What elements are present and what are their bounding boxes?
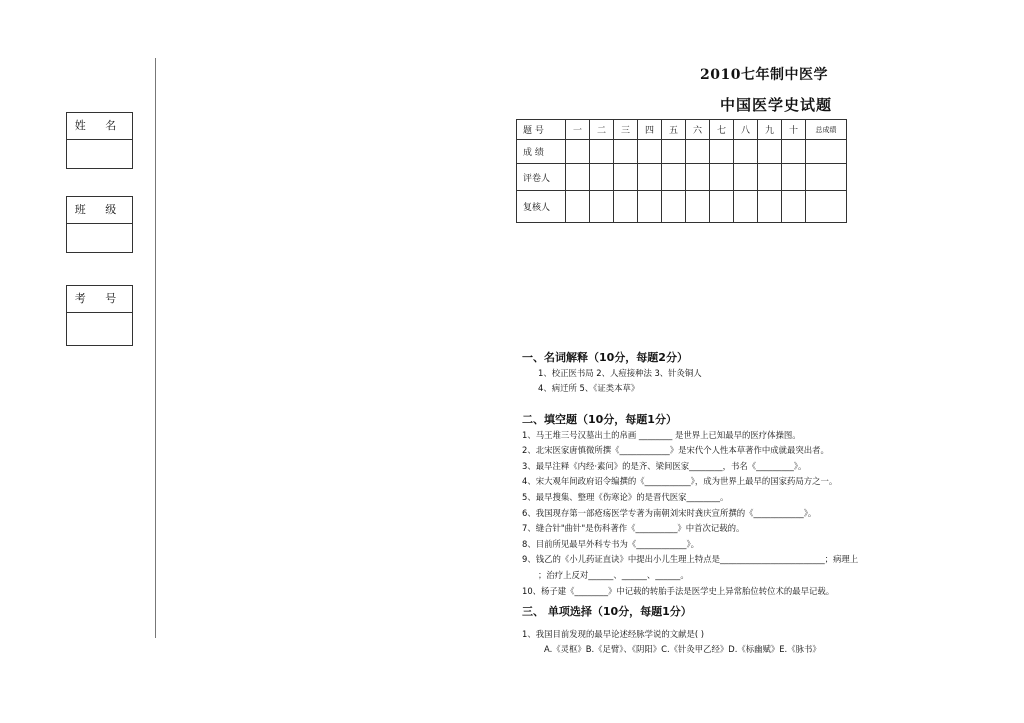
exam-no-box bbox=[66, 285, 133, 346]
score-table bbox=[516, 119, 847, 223]
class-label: 班 级 bbox=[67, 197, 132, 224]
grader-cell[interactable] bbox=[782, 164, 806, 191]
score-row bbox=[517, 140, 847, 164]
grader-cell[interactable] bbox=[686, 164, 710, 191]
choice-question: 1、我国目前发现的最早论述经脉学说的文献是( ) bbox=[522, 628, 705, 639]
section1-line: 1、校正医书局 2、人痘接种法 3、针灸铜人 bbox=[538, 367, 702, 378]
fill-question: 6、我国现存第一部疮疡医学专著为南朝刘宋时龚庆宣所撰的《____________》。 bbox=[522, 507, 817, 518]
score-cell[interactable] bbox=[758, 140, 782, 164]
score-cell[interactable] bbox=[686, 140, 710, 164]
row-header-score: 成 绩 bbox=[517, 140, 566, 164]
score-cell[interactable] bbox=[782, 140, 806, 164]
row-header-question-no: 题 号 bbox=[517, 120, 566, 140]
grader-cell[interactable] bbox=[734, 164, 758, 191]
class-field[interactable] bbox=[67, 224, 132, 252]
score-cell[interactable] bbox=[710, 140, 734, 164]
reviewer-cell[interactable] bbox=[638, 191, 662, 223]
fill-question: 3、最早注释《内经·素问》的是齐、梁间医家________，书名《_________》。 bbox=[522, 460, 807, 471]
fill-question: 1、马王堆三号汉墓出土的帛画 ________ 是世界上已知最早的医疗体操图。 bbox=[522, 429, 801, 440]
reviewer-row bbox=[517, 191, 847, 223]
fill-question: 2、北宋医家唐慎微所撰《____________》是宋代个人性本草著作中成就最突出者。 bbox=[522, 445, 829, 456]
score-cell[interactable] bbox=[806, 140, 847, 164]
row-header-grader: 评卷人 bbox=[517, 164, 566, 191]
grader-cell[interactable] bbox=[614, 164, 638, 191]
reviewer-cell[interactable] bbox=[566, 191, 590, 223]
reviewer-cell[interactable] bbox=[806, 191, 847, 223]
reviewer-cell[interactable] bbox=[614, 191, 638, 223]
grader-cell[interactable] bbox=[806, 164, 847, 191]
section1-heading: 一、名词解释（10分，每题2分） bbox=[522, 351, 688, 364]
col-header: 六 bbox=[686, 120, 710, 140]
reviewer-cell[interactable] bbox=[758, 191, 782, 223]
class-box bbox=[66, 196, 133, 253]
grader-cell[interactable] bbox=[758, 164, 782, 191]
fill-question: 7、缝合针"曲针"是伤科著作《__________》中首次记载的。 bbox=[522, 523, 745, 534]
fill-question: 4、宋大观年间政府诏令编撰的《___________》，成为世界上最早的国家药局方之一。 bbox=[522, 476, 838, 487]
grader-cell[interactable] bbox=[710, 164, 734, 191]
reviewer-cell[interactable] bbox=[662, 191, 686, 223]
score-cell[interactable] bbox=[614, 140, 638, 164]
col-header: 一 bbox=[566, 120, 590, 140]
reviewer-cell[interactable] bbox=[734, 191, 758, 223]
fill-question: 10、杨子建《________》中记载的转胎手法是医学史上异常胎位转位术的最早记载。 bbox=[522, 585, 835, 596]
score-cell[interactable] bbox=[638, 140, 662, 164]
fill-question: 8、目前所见最早外科专书为《____________》。 bbox=[522, 538, 700, 549]
exam-no-label: 考 号 bbox=[67, 286, 132, 313]
col-header: 七 bbox=[710, 120, 734, 140]
reviewer-cell[interactable] bbox=[710, 191, 734, 223]
fill-question: 5、最早搜集、整理《伤寒论》的是晋代医家________。 bbox=[522, 491, 729, 502]
col-header-total: 总成绩 bbox=[806, 120, 847, 140]
score-cell[interactable] bbox=[662, 140, 686, 164]
score-cell[interactable] bbox=[566, 140, 590, 164]
reviewer-cell[interactable] bbox=[782, 191, 806, 223]
exam-title-line1: 2010七年制中医学 bbox=[700, 67, 828, 83]
section-single-choice bbox=[522, 604, 962, 658]
col-header: 八 bbox=[734, 120, 758, 140]
choice-options: A.《灵枢》B.《足臂》、《阴阳》C.《针灸甲乙经》D.《标幽赋》E.《脉书》 bbox=[544, 644, 821, 655]
name-box bbox=[66, 112, 133, 169]
col-header: 四 bbox=[638, 120, 662, 140]
score-cell[interactable] bbox=[734, 140, 758, 164]
section1-line: 4、病迁所 5、《证类本草》 bbox=[538, 383, 640, 394]
col-header: 二 bbox=[590, 120, 614, 140]
section3-heading: 三、 单项选择（10分，每题1分） bbox=[522, 605, 692, 618]
name-label: 姓 名 bbox=[67, 113, 132, 140]
name-field[interactable] bbox=[67, 140, 132, 168]
section-term-explanation bbox=[522, 350, 962, 397]
grader-row bbox=[517, 164, 847, 191]
grader-cell[interactable] bbox=[566, 164, 590, 191]
section2-heading: 二、填空题（10分，每题1分） bbox=[522, 413, 677, 426]
fill-question: 9、钱乙的《小儿药证直诀》中提出小儿生理上特点是_________________________；病理上 bbox=[522, 554, 859, 565]
grader-cell[interactable] bbox=[662, 164, 686, 191]
grader-cell[interactable] bbox=[590, 164, 614, 191]
score-table-header-row bbox=[517, 120, 847, 140]
exam-no-field[interactable] bbox=[67, 313, 132, 345]
reviewer-cell[interactable] bbox=[590, 191, 614, 223]
col-header: 九 bbox=[758, 120, 782, 140]
row-header-reviewer: 复核人 bbox=[517, 191, 566, 223]
reviewer-cell[interactable] bbox=[686, 191, 710, 223]
binding-line bbox=[155, 58, 156, 638]
exam-title-line2: 中国医学史试题 bbox=[720, 96, 833, 114]
score-cell[interactable] bbox=[590, 140, 614, 164]
col-header: 十 bbox=[782, 120, 806, 140]
fill-question-continued: ；治疗上反对______、______、______。 bbox=[538, 569, 689, 580]
col-header: 三 bbox=[614, 120, 638, 140]
section-fill-in-blank bbox=[522, 412, 962, 599]
grader-cell[interactable] bbox=[638, 164, 662, 191]
col-header: 五 bbox=[662, 120, 686, 140]
